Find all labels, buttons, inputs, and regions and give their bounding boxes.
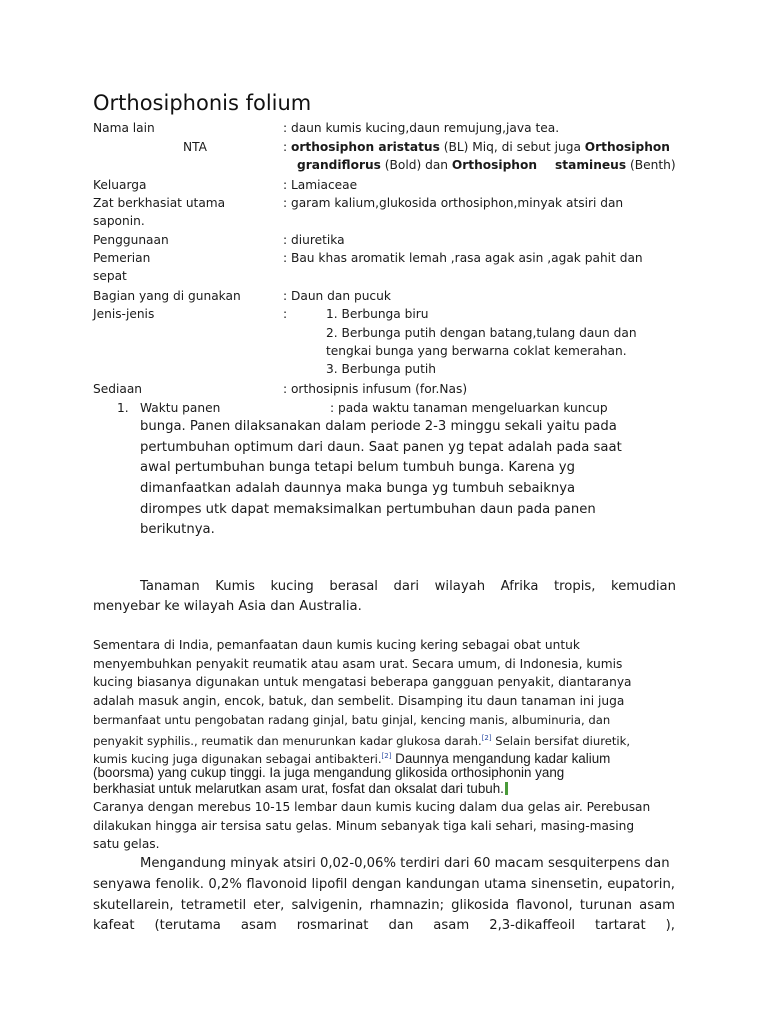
- field-value-pemerian-cont: sepat: [93, 269, 127, 283]
- field-value-zat: : garam kalium,glukosida orthosiphon,minyak atsiri dan: [283, 196, 624, 210]
- field-label-sediaan: Sediaan: [93, 382, 143, 396]
- waktu-line-3: awal pertumbuhan bunga tetapi belum tumbuh bunga. Karena yg: [140, 460, 575, 475]
- waktu-line-6: berikutnya.: [140, 522, 215, 537]
- minyak-line-1: Mengandung minyak atsiri 0,02-0,06% terdiri dari 60 macam sesquiterpens dan: [140, 856, 670, 871]
- india-line-5: bermanfaat untu pengobatan radang ginjal, batu ginjal, kencing manis, albuminuria, dan: [93, 713, 611, 727]
- india-line-4: adalah masuk angin, encok, batuk, dan sembelit. Disamping itu daun tanaman ini juga: [93, 694, 625, 708]
- india-line-3: kucing biasanya digunakan untuk mengatasi beberapa gangguan penyakit, diantaranya: [93, 675, 632, 689]
- waktu-number: 1.: [117, 401, 129, 415]
- field-label-jenis: Jenis-jenis: [93, 307, 155, 321]
- waktu-line-5: dirompes utk dapat memaksimalkan pertumbuhan daun pada panen: [140, 502, 596, 517]
- field-value-bagian: : Daun dan pucuk: [283, 289, 391, 303]
- field-value-nta: : orthosiphon aristatus (BL) Miq, di sebut juga Orthosiphon: [283, 140, 670, 154]
- field-label-pemerian: Pemerian: [93, 251, 151, 265]
- waktu-line-4: dimanfaatkan adalah daunnya maka bunga yg tumbuh sebaiknya: [140, 481, 576, 496]
- field-value-sediaan: : orthosipnis infusum (for.Nas): [283, 382, 468, 396]
- waktu-value: : pada waktu tanaman mengeluarkan kuncup: [330, 401, 608, 415]
- field-label-nama-lain: Nama lain: [93, 121, 155, 135]
- waktu-line-1: bunga. Panen dilaksanakan dalam periode 2-3 minggu sekali yaitu pada: [140, 419, 617, 434]
- cara-line-3: satu gelas.: [93, 837, 160, 851]
- india-line-2: menyembuhkan penyakit reumatik atau asam urat. Secara umum, di Indonesia, kumis: [93, 657, 623, 671]
- citation-ref[interactable]: [2]: [381, 752, 392, 760]
- field-value-zat-cont: saponin.: [93, 214, 145, 228]
- field-colon-jenis: :: [283, 307, 288, 321]
- field-label-bagian: Bagian yang di gunakan: [93, 289, 241, 303]
- jenis-item-2-cont: tengkai bunga yang berwarna coklat kemerahan.: [326, 344, 627, 358]
- waktu-line-2: pertumbuhan optimum dari daun. Saat panen yg tepat adalah pada saat: [140, 440, 622, 455]
- cara-line-2: dilakukan hingga air tersisa satu gelas. Minum sebanyak tiga kali sehari, masing-masing: [93, 819, 635, 833]
- field-value-nta-cont: grandiflorus (Bold) dan Orthosiphon stamineus (Benth): [297, 158, 676, 172]
- india-line-1: Sementara di India, pemanfaatan daun kumis kucing kering sebagai obat untuk: [93, 638, 580, 652]
- minyak-line-2: senyawa fenolik. 0,2% flavonoid lipofil dengan kandungan utama sinensetin, eupatorin,: [93, 877, 675, 892]
- field-label-nta: NTA: [183, 140, 207, 154]
- india-line-6: penyakit syphilis., reumatik dan menurunkan kadar glukosa darah.[2] Selain bersifat diuretik,: [93, 734, 631, 748]
- minyak-line-4: kafeat (terutama asam rosmarinat dan asam 2,3-dikaffeoil tartarat ),: [93, 918, 675, 933]
- jenis-item-3: 3. Berbunga putih: [326, 362, 436, 376]
- cara-line-1: Caranya dengan merebus 10-15 lembar daun kumis kucing dalam dua gelas air. Perebusan: [93, 800, 651, 814]
- field-label-keluarga: Keluarga: [93, 178, 147, 192]
- citation-ref[interactable]: [2]: [481, 734, 492, 742]
- field-value-penggunaan: : diuretika: [283, 233, 345, 247]
- jenis-item-1: 1. Berbunga biru: [326, 307, 429, 321]
- field-label-zat: Zat berkhasiat utama: [93, 196, 226, 210]
- text-cursor: [505, 782, 508, 795]
- field-value-keluarga: : Lamiaceae: [283, 178, 358, 192]
- minyak-line-3: skutellarein, tetrametil eter, salvigenin, rhamnazin; glikosida flavonol, turunan asam: [93, 898, 675, 913]
- field-value-nama-lain: : daun kumis kucing,daun remujung,java tea.: [283, 121, 560, 135]
- field-label-penggunaan: Penggunaan: [93, 233, 169, 247]
- india-line-7: kumis kucing juga digunakan sebagai antibakteri.[2] Daunnya mengandung kadar kalium: [93, 751, 611, 766]
- waktu-label: Waktu panen: [140, 401, 221, 415]
- field-value-pemerian: : Bau khas aromatik lemah ,rasa agak asin ,agak pahit dan: [283, 251, 643, 265]
- india-line-9: berkhasiat untuk melarutkan asam urat, fosfat dan oksalat dari tubuh.: [93, 781, 508, 797]
- tanaman-line-1: Tanaman Kumis kucing berasal dari wilayah Afrika tropis, kemudian: [140, 579, 676, 594]
- india-line-8: (boorsma) yang cukup tinggi. Ia juga mengandung glikosida orthosiphonin yang: [93, 765, 565, 780]
- document-title: Orthosiphonis folium: [93, 91, 312, 115]
- jenis-item-2: 2. Berbunga putih dengan batang,tulang daun dan: [326, 326, 637, 340]
- tanaman-line-2: menyebar ke wilayah Asia dan Australia.: [93, 599, 362, 614]
